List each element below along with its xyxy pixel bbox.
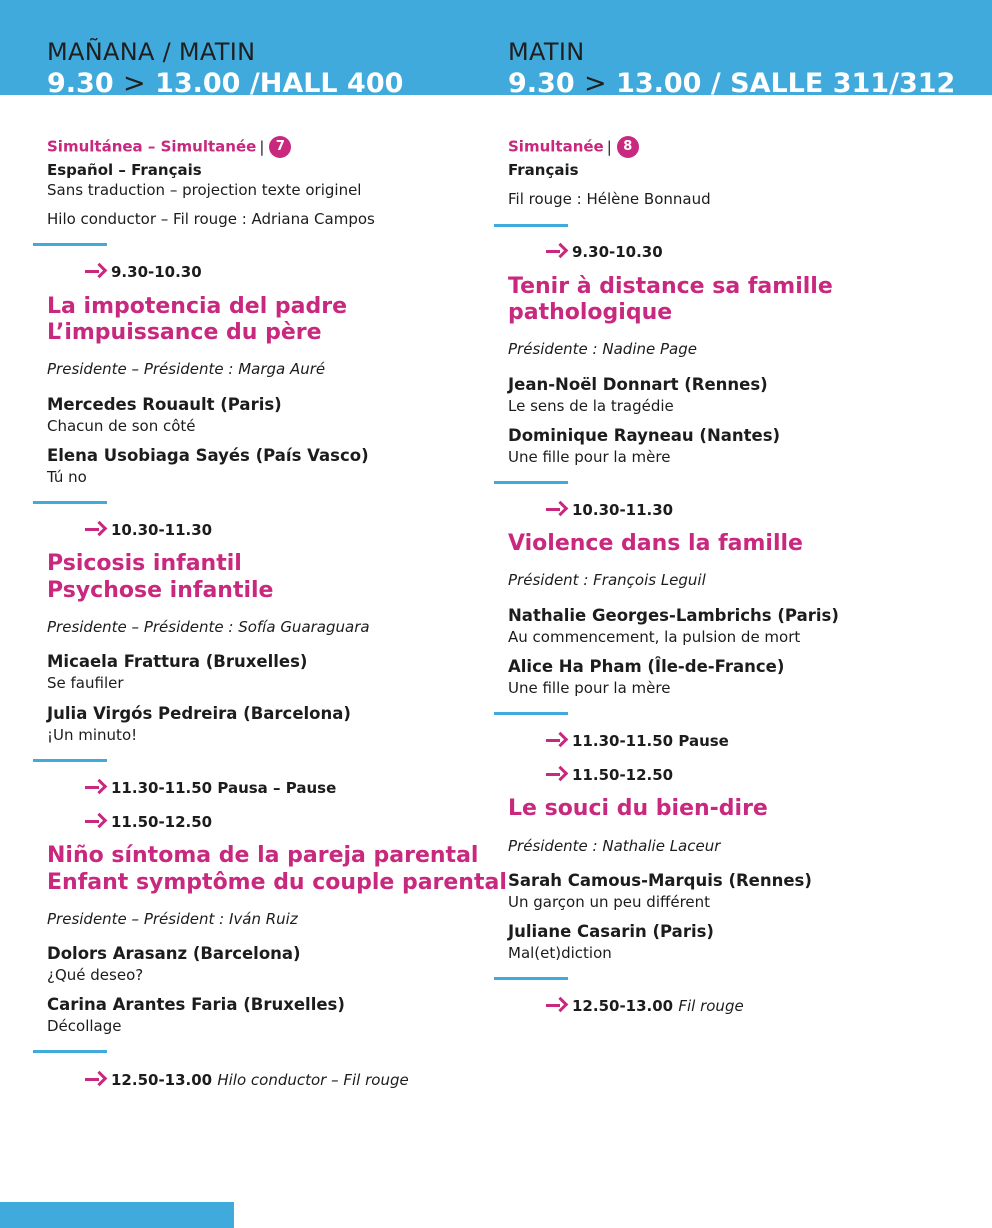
arrow-right-icon [85,814,105,828]
talk-title: Décollage [47,1017,122,1035]
section-divider [494,712,568,715]
speaker-name: Elena Usobiaga Sayés (País Vasco) [47,446,369,465]
pause-label: Pause [678,732,729,750]
session-number-badge: 7 [269,136,291,158]
pause-label: Pausa – Pause [217,779,337,797]
column-header-schedule [508,68,955,100]
session-title-line1: Violence dans la famille [508,531,803,556]
session-chair: Presidente – Présidente : Marga Auré [47,360,326,378]
simultaneous-separator: | [606,137,612,156]
session-chair: Président : François Leguil [508,571,706,589]
session-time [85,263,202,281]
arrow-right-icon [85,1072,105,1086]
talk-title: Chacun de son côté [47,417,196,435]
simultaneous-label: Simultánea – Simultanée [47,137,257,156]
arrow-right-icon [546,998,566,1012]
talk-title: Un garçon un peu différent [508,893,711,911]
languages: Français [508,161,579,179]
closing-time-text: 12.50-13.00 [111,1071,213,1089]
section-divider [33,243,107,246]
session-time-text: 11.50-12.50 [572,766,674,784]
column-header-label: MAÑANA / MATIN [47,38,256,66]
header-start-time: 9.30 [508,68,575,99]
header-arrow-sign: > [123,68,146,99]
footer-bar [0,1202,234,1228]
pause-time-text: 11.30-11.50 [572,732,674,750]
session-time [85,813,212,831]
column-header-schedule [47,68,403,100]
session-chair: Presidente – Présidente : Sofía Guaraguara [47,618,370,636]
talk-title: ¿Qué deseo? [47,966,144,984]
session-chair: Présidente : Nadine Page [508,340,697,358]
session-title-line1: Psicosis infantil [47,551,242,576]
session-time [85,521,212,539]
arrow-right-icon [85,522,105,536]
section-divider [494,977,568,980]
session-time-text: 9.30-10.30 [572,243,663,261]
talk-title: Le sens de la tragédie [508,397,674,415]
talk-title: Se faufiler [47,674,124,692]
section-divider [494,481,568,484]
languages: Español – Français [47,161,202,179]
arrow-right-icon [85,264,105,278]
session-title-line1: Niño síntoma de la pareja parental [47,843,479,868]
session-title-line2: Enfant symptôme du couple parental [47,870,507,895]
fil-rouge: Hilo conductor – Fil rouge : Adriana Campos [47,210,375,228]
talk-title: ¡Un minuto! [47,726,138,744]
speaker-name: Julia Virgós Pedreira (Barcelona) [47,704,351,723]
pause-time [546,732,729,750]
speaker-name: Dominique Rayneau (Nantes) [508,426,781,445]
header-arrow-sign: > [584,68,607,99]
session-title-line2: Psychose infantile [47,578,274,603]
speaker-name: Micaela Frattura (Bruxelles) [47,652,308,671]
session-title-line1: La impotencia del padre [47,294,348,319]
speaker-name: Sarah Camous-Marquis (Rennes) [508,871,812,890]
session-title-line1: Tenir à distance sa famille [508,274,833,299]
talk-title: Une fille pour la mère [508,679,671,697]
column-header-label: MATIN [508,38,585,66]
session-time-text: 9.30-10.30 [111,263,202,281]
session-chair: Presidente – Président : Iván Ruiz [47,910,298,928]
arrow-right-icon [85,780,105,794]
session-title-line1: Le souci du bien-dire [508,796,768,821]
simultaneous-line [47,136,291,158]
closing-label: Hilo conductor – Fil rouge [217,1071,409,1089]
session-time-text: 10.30-11.30 [111,521,213,539]
arrow-right-icon [546,767,566,781]
closing-time [546,997,744,1015]
arrow-right-icon [546,733,566,747]
speaker-name: Jean-Noël Donnart (Rennes) [508,375,768,394]
pause-time-text: 11.30-11.50 [111,779,213,797]
session-time-text: 10.30-11.30 [572,501,674,519]
session-chair: Présidente : Nathalie Laceur [508,837,721,855]
simultaneous-separator: | [259,137,265,156]
talk-title: Au commencement, la pulsion de mort [508,628,801,646]
section-divider [33,501,107,504]
session-title-line2: L’impuissance du père [47,320,322,345]
speaker-name: Dolors Arasanz (Barcelona) [47,944,301,963]
closing-label: Fil rouge [678,997,744,1015]
fil-rouge: Fil rouge : Hélène Bonnaud [508,190,711,208]
speaker-name: Nathalie Georges-Lambrichs (Paris) [508,606,839,625]
session-time-text: 11.50-12.50 [111,813,213,831]
section-divider [33,759,107,762]
section-divider [494,224,568,227]
arrow-right-icon [546,244,566,258]
speaker-name: Carina Arantes Faria (Bruxelles) [47,995,345,1014]
translation-note: Sans traduction – projection texte originel [47,181,362,199]
talk-title: Mal(et)diction [508,944,612,962]
session-time [546,766,673,784]
session-time [546,501,673,519]
header-end-room: 13.00 / SALLE 311/312 [616,68,956,99]
session-number-badge: 8 [617,136,639,158]
simultaneous-label: Simultanée [508,137,604,156]
closing-time [85,1071,409,1089]
talk-title: Une fille pour la mère [508,448,671,466]
closing-time-text: 12.50-13.00 [572,997,674,1015]
session-title-line2: pathologique [508,300,673,325]
session-time [546,243,663,261]
pause-time [85,779,336,797]
arrow-right-icon [546,502,566,516]
header-end-room: 13.00 /HALL 400 [155,68,404,99]
speaker-name: Alice Ha Pham (Île-de-France) [508,657,785,676]
section-divider [33,1050,107,1053]
talk-title: Tú no [47,468,87,486]
speaker-name: Mercedes Rouault (Paris) [47,395,282,414]
header-start-time: 9.30 [47,68,114,99]
simultaneous-line [508,136,639,158]
speaker-name: Juliane Casarin (Paris) [508,922,714,941]
